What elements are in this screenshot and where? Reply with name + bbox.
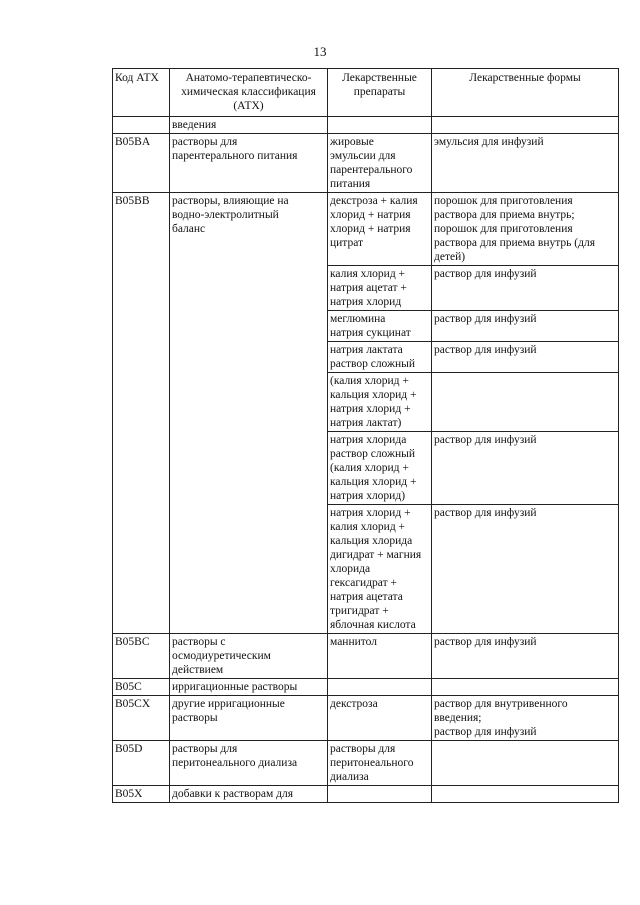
cell-drug: калия хлорид + натрия ацетат + натрия хлорид — [328, 266, 432, 311]
cell-drug: декстроза — [328, 696, 432, 741]
cell-drug — [328, 786, 432, 803]
cell-drug — [328, 117, 432, 134]
atx-table — [112, 68, 619, 803]
cell-drug: растворы для перитонеального диализа — [328, 741, 432, 786]
cell-classification: ирригационные растворы — [170, 679, 328, 696]
cell-drug — [328, 679, 432, 696]
cell-form — [432, 117, 619, 134]
cell-form: раствор для инфузий — [432, 634, 619, 679]
page-number: 13 — [313, 44, 327, 59]
table-row — [113, 786, 619, 803]
cell-code: B05BB — [113, 193, 170, 634]
table-row — [113, 696, 619, 741]
cell-form — [432, 741, 619, 786]
header-dosage-forms: Лекарственные формы — [432, 69, 619, 117]
cell-classification: растворы с осмодиуретическим действием — [170, 634, 328, 679]
cell-classification: другие ирригационные растворы — [170, 696, 328, 741]
cell-form: раствор для инфузий — [432, 505, 619, 634]
cell-form — [432, 373, 619, 432]
table-row — [113, 193, 619, 266]
cell-form — [432, 786, 619, 803]
cell-code — [113, 117, 170, 134]
table-header — [113, 69, 619, 117]
cell-form — [432, 679, 619, 696]
cell-form: раствор для внутривенного введения; раствор для инфузий — [432, 696, 619, 741]
cell-code: B05X — [113, 786, 170, 803]
cell-drug: маннитол — [328, 634, 432, 679]
cell-code: B05C — [113, 679, 170, 696]
header-atx-classification: Анатомо-терапевтическо- химическая классификация (АТХ) — [170, 69, 328, 117]
cell-form: раствор для инфузий — [432, 266, 619, 311]
table-row — [113, 634, 619, 679]
table-row — [113, 134, 619, 193]
cell-drug: натрия лактата раствор сложный — [328, 342, 432, 373]
cell-drug: (калия хлорид + кальция хлорид + натрия хлорид + натрия лактат) — [328, 373, 432, 432]
table-row — [113, 679, 619, 696]
cell-drug: натрия хлорида раствор сложный (калия хлорид + кальция хлорид + натрия хлорид) — [328, 432, 432, 505]
cell-code: B05D — [113, 741, 170, 786]
table-row — [113, 117, 619, 134]
table-body — [113, 117, 619, 803]
cell-drug: натрия хлорид + калия хлорид + кальция хлорида дигидрат + магния хлорида гексагидрат + натрия ацетата тригидрат + яблочная кислота — [328, 505, 432, 634]
cell-classification: растворы для парентерального питания — [170, 134, 328, 193]
cell-form: раствор для инфузий — [432, 432, 619, 505]
header-drugs: Лекарственные препараты — [328, 69, 432, 117]
cell-form: раствор для инфузий — [432, 342, 619, 373]
cell-drug: жировые эмульсии для парентерального питания — [328, 134, 432, 193]
cell-code: B05BA — [113, 134, 170, 193]
cell-code: B05CX — [113, 696, 170, 741]
cell-classification: введения — [170, 117, 328, 134]
cell-classification: растворы, влияющие на водно-электролитный баланс — [170, 193, 328, 634]
cell-form: раствор для инфузий — [432, 311, 619, 342]
header-row — [113, 69, 619, 117]
cell-form: эмульсия для инфузий — [432, 134, 619, 193]
cell-form: порошок для приготовления раствора для приема внутрь; порошок для приготовления раствора для приема внутрь (для детей) — [432, 193, 619, 266]
cell-classification: растворы для перитонеального диализа — [170, 741, 328, 786]
table-row — [113, 741, 619, 786]
cell-code: B05BC — [113, 634, 170, 679]
header-atx-code: Код АТХ — [113, 69, 170, 117]
cell-drug: декстроза + калия хлорид + натрия хлорид + натрия цитрат — [328, 193, 432, 266]
cell-classification: добавки к растворам для — [170, 786, 328, 803]
cell-drug: меглюмина натрия сукцинат — [328, 311, 432, 342]
